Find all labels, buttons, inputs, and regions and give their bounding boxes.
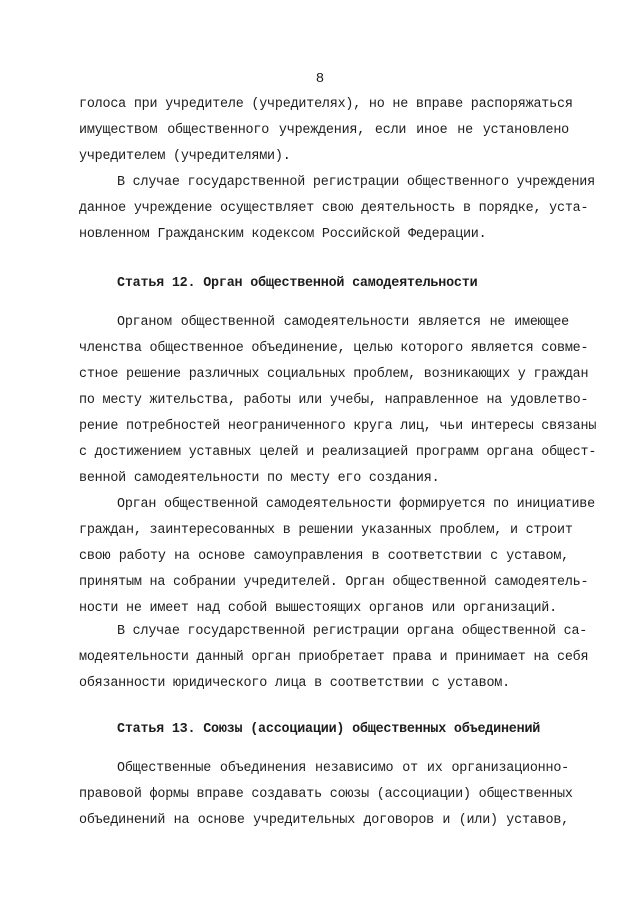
text-line: обязанности юридического лица в соответствии с уставом. <box>79 676 510 691</box>
text-line: Орган общественной самодеятельности формируется по инициативе <box>117 497 595 512</box>
text-line: ности не имеет над собой вышестоящих органов или организаций. <box>79 601 557 616</box>
text-line: объединений на основе учредительных договоров и (или) уставов, <box>79 813 569 828</box>
text-line: модеятельности данный орган приобретает права и принимает на себя <box>79 650 589 665</box>
text-line: данное учреждение осуществляет свою деятельность в порядке, уста- <box>79 201 589 216</box>
article-12-heading: Статья 12. Орган общественной самодеятельности <box>117 276 478 291</box>
text-line: В случае государственной регистрации общественного учреждения <box>117 175 595 190</box>
text-line: рение потребностей неограниченного круга лиц, чьи интересы связаны <box>79 419 597 434</box>
page-number: 8 <box>315 71 325 87</box>
text-line: венной самодеятельности по месту его создания. <box>79 471 440 486</box>
text-line: с достижением уставных целей и реализацией программ органа общест- <box>79 445 597 460</box>
article-13-heading: Статья 13. Союзы (ассоциации) общественных объединений <box>117 722 541 737</box>
text-line: правовой формы вправе создавать союзы (ассоциации) общественных <box>79 787 573 802</box>
text-line: свою работу на основе самоуправления в соответствии с уставом, <box>79 549 569 564</box>
text-line: В случае государственной регистрации органа общественной са- <box>117 624 588 639</box>
text-line: Общественные объединения независимо от их организационно- <box>117 761 569 776</box>
text-line: по месту жительства, работы или учебы, направленное на удовлетво- <box>79 393 589 408</box>
text-line: граждан, заинтересованных в решении указанных проблем, и строит <box>79 523 573 538</box>
text-line: новленном Гражданским кодексом Российской Федерации. <box>79 227 487 242</box>
text-line: учредителем (учредителями). <box>79 149 291 164</box>
text-line: стное решение различных социальных проблем, возникающих у граждан <box>79 367 589 382</box>
text-line: Органом общественной самодеятельности является не имеющее <box>117 315 569 330</box>
text-line: голоса при учредителе (учредителях), но не вправе распоряжаться <box>79 97 573 112</box>
text-line: членства общественное объединение, целью которого является совме- <box>79 341 589 356</box>
text-line: имуществом общественного учреждения, если иное не установлено <box>79 123 569 138</box>
text-line: принятым на собрании учредителей. Орган общественной самодеятель- <box>79 575 589 590</box>
